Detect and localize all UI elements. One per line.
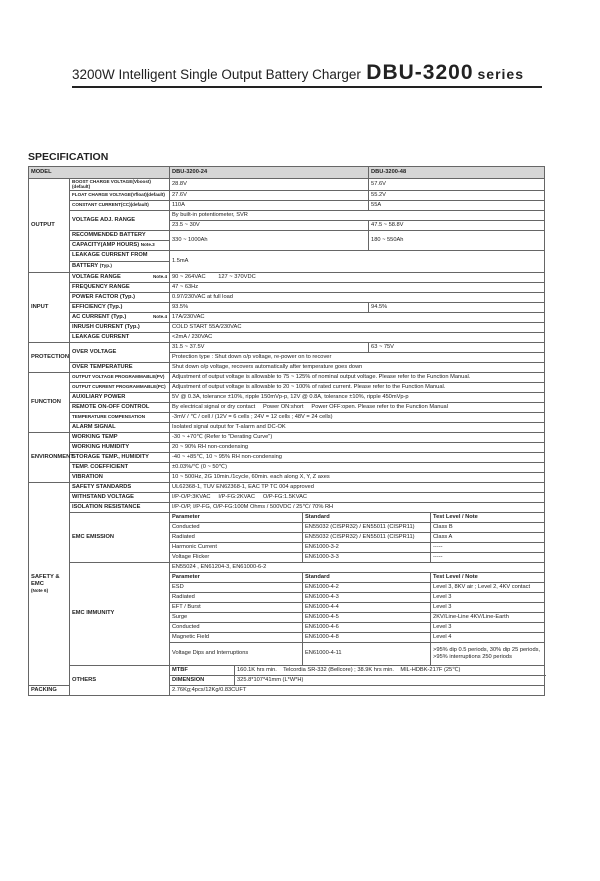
ocp-value: Adjustment of output voltage is allowable to 20 ~ 100% of rated current. Please refer to the Function Manual. [170,382,545,392]
emission-test: Class B [431,522,545,532]
wt-value: -30 ~ +70℃ (Refer to "Derating Curve") [170,432,545,442]
output-cc-row [29,200,545,210]
function-ocp-row [29,382,545,392]
remote-label: REMOTE ON-OFF CONTROL [70,402,170,412]
st-label: STORAGE TEMP., HUMIDITY [70,452,170,462]
rec-48: 180 ~ 550Ah [369,230,545,250]
leak-label-2 [70,261,170,272]
immunity-param: Surge [170,612,303,622]
env-wh-row [29,442,545,452]
boost-24: 28.8V [170,179,369,191]
immunity-param: Conducted [170,622,303,632]
function-remote-row [29,402,545,412]
immunity-param: Magnetic Field [170,632,303,642]
pf-value: 0.97/230VAC at full load [170,292,545,302]
input-leak-row [29,332,545,342]
emission-test: ----- [431,552,545,562]
dim-label: DIMENSION [170,675,235,685]
input-vr-row [29,272,545,282]
leak-value: 1.5mA [170,250,545,272]
emission-param: Harmonic Current [170,542,303,552]
float-24: 27.6V [170,190,369,200]
model-series: series [477,66,524,82]
env-tc-row [29,462,545,472]
vr-label-text: VOLTAGE RANGE [72,273,121,280]
rec-note: Note.3 [140,241,155,247]
wv-value: I/P-O/P:3KVAC I/P-FG:2KVAC O/P-FG:1.5KVAC [170,492,545,502]
cc-48: 55A [369,200,545,210]
function-aux-row [29,392,545,402]
document-header [72,58,542,88]
inrush-value: COLD START 55A/230VAC [170,322,545,332]
model-title [366,61,524,85]
mtbf-label: MTBF [170,665,235,675]
emission-param: Voltage Flicker [170,552,303,562]
immunity-std-row [29,562,545,572]
immunity-param: Radiated [170,592,303,602]
boost-48: 57.6V [369,179,545,191]
model-48-header: DBU-3200-48 [369,167,545,179]
safety-category [29,482,70,685]
emission-head-param: Parameter [170,512,303,522]
safety-cat-note: (Note 6) [31,587,49,593]
rec-24: 330 ~ 1000Ah [170,230,369,250]
immunity-test: Level 3 [431,602,545,612]
emission-head-test: Test Level / Note [431,512,545,522]
function-temp-row [29,412,545,422]
input-leak-value: <2mA / 230VAC [170,332,545,342]
input-ac-row [29,312,545,322]
immunity-test: Level 4 [431,632,545,642]
ot-value: Shut down o/p voltage, recovers automatically after temperature goes down [170,362,545,372]
safety-std-value: UL62368-1, TUV EN62368-1, EAC TP TC 004 approved [170,482,545,492]
input-inrush-row [29,322,545,332]
eff-48: 94.5% [369,302,545,312]
ov-label: OVER VOLTAGE [70,342,170,362]
float-48: 55.2V [369,190,545,200]
freq-value: 47 ~ 63Hz [170,282,545,292]
immunity-test: Level 3 [431,622,545,632]
input-leak-label: LEAKAGE CURRENT [70,332,170,342]
immunity-std-cell: EN61000-4-6 [303,622,431,632]
immunity-head-test: Test Level / Note [431,572,545,582]
freq-label: FREQUENCY RANGE [70,282,170,292]
emission-std: EN55032 (CISPR32) / EN55011 (CISPR11) [303,522,431,532]
immunity-test: Level 3, 8KV air ; Level 2, 4KV contact [431,582,545,592]
aux-label: AUXILIARY POWER [70,392,170,402]
immunity-head-param: Parameter [170,572,303,582]
wh-value: 20 ~ 90% RH non-condensing [170,442,545,452]
env-wt-row [29,432,545,442]
tc-label: TEMP. COEFFICIENT [70,462,170,472]
vr-value: 90 ~ 264VAC 127 ~ 370VDC [170,272,545,282]
mtbf-value: 160.1K hrs min. Telcordia SR-332 (Bellcore) ; 38.9K hrs min. MIL-HDBK-217F (25℃) [235,665,545,675]
function-category: FUNCTION [29,372,70,432]
remote-value: By electrical signal or dry contact Power ON:short Power OFF:open. Please refer to the Function Manual [170,402,545,412]
immunity-param: ESD [170,582,303,592]
ac-label [70,312,170,322]
emission-head-row [29,512,545,522]
input-eff-row [29,302,545,312]
ovp-label: OUTPUT VOLTAGE PROGRAMMABLE(PV) [70,372,170,382]
immunity-test: Level 3 [431,592,545,602]
pack-label: PACKING [29,685,70,695]
ovp-value: Adjustment of output voltage is allowable to 75 ~ 125% of nominal output voltage. Please refer to the Function Manual. [170,372,545,382]
immunity-std: EN55024 , EN61204-3, EN61000-6-2 [170,562,545,572]
input-pf-row [29,292,545,302]
others-category: OTHERS [70,665,170,695]
emission-std: EN55032 (CISPR32) / EN55011 (CISPR11) [303,532,431,542]
safety-std-row [29,482,545,492]
iso-value: I/P-O/P, I/P-FG, O/P-FG:100M Ohms / 500VDC / 25℃/ 70% RH [170,502,545,512]
ov-48: 63 ~ 75V [369,342,545,352]
protection-category: PROTECTION [29,342,70,372]
protection-ov-row [29,342,545,352]
vr-note: Note.4 [152,273,168,279]
vib-label: VIBRATION [70,472,170,482]
immunity-head-std: Standard [303,572,431,582]
spec-title: SPECIFICATION [28,151,109,163]
alarm-label: ALARM SIGNAL [70,422,170,432]
emission-test: ----- [431,542,545,552]
alarm-value: Isolated signal output for T-alarm and DC-OK [170,422,545,432]
aux-value: 5V @ 0.3A, tolerance ±10%, ripple 150mVp-p, 12V @ 0.8A, tolerance ±10%, ripple 450mVp-p [170,392,545,402]
input-category: INPUT [29,272,70,342]
output-rec-row [29,230,545,240]
immunity-std-cell: EN61000-4-4 [303,602,431,612]
immunity-std-cell: EN61000-4-2 [303,582,431,592]
safety-cat-line2: EMC [31,580,44,587]
safety-wv-row [29,492,545,502]
emission-test: Class A [431,532,545,542]
input-freq-row [29,282,545,292]
eff-label: EFFICIENCY (Typ.) [70,302,170,312]
tc-value: ±0.03%/℃ (0 ~ 50℃) [170,462,545,472]
temp-value: -3mV / ℃ / cell / (12V = 6 cells ; 24V = 12 cells ; 48V = 24 cells) [170,412,545,422]
rec-label-text: CAPACITY(AMP HOURS) [72,241,140,248]
temp-label: TEMPERATURE COMPENSATION [70,412,170,422]
rec-label-2 [70,240,170,250]
dim-value: 325.8*107*41mm (L*W*H) [235,675,545,685]
leak-label: LEAKAGE CURRENT FROM [70,250,170,261]
dips-test [431,642,545,665]
inrush-label: INRUSH CURRENT (Typ.) [70,322,170,332]
dips-param: Voltage Dips and Interruptions [170,642,303,665]
output-leak-row [29,250,545,261]
rec-label: RECOMMENDED BATTERY [70,230,170,240]
immunity-std-cell: EN61000-4-5 [303,612,431,622]
dips-test-line2: >95% interruptions 250 periods [433,653,512,660]
wv-label: WITHSTAND VOLTAGE [70,492,170,502]
ac-value: 17A/230VAC [170,312,545,322]
dips-std: EN61000-4-11 [303,642,431,665]
env-st-row [29,452,545,462]
others-mtbf-row [29,665,545,675]
vr-label [70,272,170,282]
adj-label: VOLTAGE ADJ. RANGE [70,210,170,230]
immunity-test: 2KV/Line-Line 4KV/Line-Earth [431,612,545,622]
emission-label: EMC EMISSION [70,512,170,562]
ot-label: OVER TEMPERATURE [70,362,170,372]
spec-table [28,166,545,696]
ac-label-text: AC CURRENT (Typ.) [72,313,127,320]
cc-24: 110A [170,200,369,210]
output-float-row [29,190,545,200]
immunity-label: EMC IMMUNITY [70,562,170,665]
iso-label: ISOLATION RESISTANCE [70,502,170,512]
float-label: FLOAT CHARGE VOLTAGE(Vfloat)(default) [70,190,170,200]
pf-label: POWER FACTOR (Typ.) [70,292,170,302]
adj-24: 23.5 ~ 30V [170,220,369,230]
protection-ot-row [29,362,545,372]
emission-param: Conducted [170,522,303,532]
leak-typ: (Typ.) [99,263,112,269]
ov-type: Protection type : Shut down o/p voltage, re-power on to recover [170,352,545,362]
ac-note: Note.4 [152,313,168,319]
wh-label: WORKING HUMIDITY [70,442,170,452]
adj-note: By built-in potentiometer, SVR [170,210,545,220]
output-boost-row [29,179,545,191]
adj-48: 47.5 ~ 58.8V [369,220,545,230]
ocp-label: OUTPUT CURRENT PROGRAMMABLE(PC) [70,382,170,392]
function-alarm-row [29,422,545,432]
model-row [29,167,545,179]
output-adj-row [29,210,545,220]
pack-value: 2.76Kg;4pcs/12Kg/0.83CUFT [170,685,545,695]
model-name: DBU-3200 [366,61,474,84]
product-subtitle: 3200W Intelligent Single Output Battery Charger [72,67,361,82]
env-vib-row [29,472,545,482]
safety-iso-row [29,502,545,512]
immunity-std-cell: EN61000-4-8 [303,632,431,642]
leak-label-text: BATTERY [72,263,99,270]
boost-label: BOOST CHARGE VOLTAGE(Vboost)(default) [70,179,170,191]
safety-std-label: SAFETY STANDARDS [70,482,170,492]
cc-label: CONSTANT CURRENT(CC)(default) [70,200,170,210]
emission-head-std: Standard [303,512,431,522]
function-ovp-row [29,372,545,382]
emission-std: EN61000-3-2 [303,542,431,552]
immunity-std-cell: EN61000-4-3 [303,592,431,602]
emission-param: Radiated [170,532,303,542]
dips-test-line1: >95% dip 0.5 periods, 30% dip 25 periods, [433,647,541,654]
vib-value: 10 ~ 500Hz, 2G 10min./1cycle, 60min. each along X, Y, Z axes [170,472,545,482]
output-category: OUTPUT [29,179,70,273]
safety-cat-line1: SAFETY & [31,574,60,581]
emission-std: EN61000-3-3 [303,552,431,562]
model-24-header: DBU-3200-24 [170,167,369,179]
model-label: MODEL [29,167,170,179]
ov-24: 31.5 ~ 37.5V [170,342,369,352]
environment-category: ENVIRONMENT [29,432,70,482]
wt-label: WORKING TEMP [70,432,170,442]
immunity-param: EFT / Burst [170,602,303,612]
eff-24: 93.5% [170,302,369,312]
st-value: -40 ~ +85℃, 10 ~ 95% RH non-condensing [170,452,545,462]
